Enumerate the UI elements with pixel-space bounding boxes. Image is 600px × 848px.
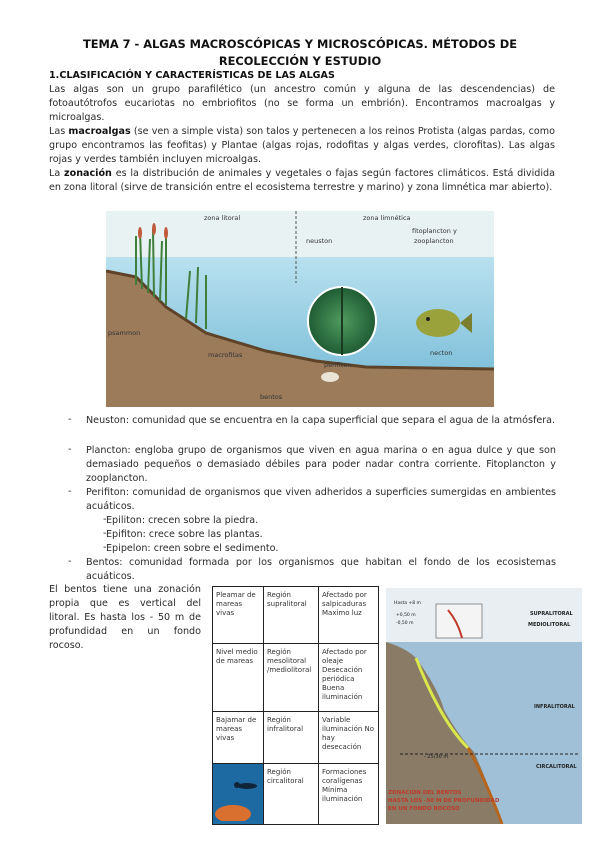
list-item-bentos: Bentos: comunidad formada por los organismos que habitan el fondo de los ecosistemas acuáticos. [86,557,556,582]
paragraph-algas: Las algas son un grupo parafilético (un ancestro común y alguna de las descendencias) de fotoautótrofos eucariotas no embriofitos (no se forma un embrión). Encontramos macroalgas y microalgas. [49,84,555,123]
table-cell: Afectado por salpicaduras Maximo luz [319,587,379,644]
label-zona-litoral: zona litoral [204,214,241,222]
text: Las [49,126,69,137]
label-circalitoral: CIRCALITORAL [536,764,577,770]
caption-line-3: EN UN FONDO ROCOSO [388,806,460,812]
label-zona-limnetica: zona limnética [363,214,411,222]
lake-zonation-figure [106,211,494,407]
sub-bullet-dash: - [103,514,107,525]
label-infralitoral: INFRALITORAL [534,704,575,710]
text: (se ven a simple vista) son talos y pertenecen a los reinos Protista (algas pardas, como grupo encontramos las feofitas) y Plantae (algas rojas, rodofitas y algas verdes, clorofitas). Las algas rojas y verdes también incluyen microalgas. [49,126,555,165]
label-neuston: neuston [306,237,333,245]
bullet-dash: - [68,486,72,497]
list-item-perifiton: Perifiton: comunidad de organismos que viven adheridos a superficies sumergidas en ambientes acuáticos. [86,487,556,512]
table-row [213,587,379,644]
table-cell: Nivel medio de mareas [213,644,264,712]
list-item-neuston: Neuston: comunidad que se encuentra en la capa superficial que separa el agua de la atmósfera. [86,415,556,426]
table-row [213,712,379,764]
label-supralitoral: SUPRALITORAL [530,611,573,617]
label-depth-2: -0,50 m [396,621,414,626]
paragraph-macroalgas [49,125,555,167]
label-hasta: Hasta +8 m [394,601,421,606]
sub-item-epipelon: Epipelon: creen sobre el sedimento. [106,543,279,554]
diver-photo-cell [213,764,264,825]
paragraph-zonacion [49,167,555,195]
label-depth-1: +0,50 m [396,613,416,618]
sub-item-epifiton: Epifiton: crece sobre las plantas. [106,529,263,540]
label-necton: necton [430,349,453,357]
label-perifiton: perifiton [324,361,352,369]
label-macrofitas: macrofitas [208,351,243,359]
label-zooplancton: zooplancton [414,237,454,245]
table-cell: Región mesolitoral /mediolitoral [264,644,319,712]
bullet-dash: - [68,444,72,455]
label-mediolitoral: MEDIOLITORAL [528,622,571,628]
table-cell: Afectado por oleaje Desecación periódica Buena iluminación [319,644,379,712]
text: es la distribución de animales y vegetales o fajas según factores climáticos. Está dividida en zona litoral (sirve de transición entre el ecosistema terrestre y marino) y zona limnética mar abierto). [49,168,555,193]
bentos-zonation-figure [386,588,582,824]
table-cell: Variable iluminación No hay desecación [319,712,379,764]
section-heading: 1.CLASIFICACIÓN Y CARACTERÍSTICAS DE LAS ALGAS [49,70,335,81]
bentos-regions-table [212,586,379,825]
term-macroalgas: macroalgas [68,126,131,137]
bullet-dash: - [68,556,72,567]
table-cell: Región infralitoral [264,712,319,764]
bullet-dash: - [68,414,72,425]
text: La [49,168,65,179]
diver-coral-image [213,764,263,821]
table-row [213,764,379,825]
caption-line-2: HASTA LOS -50 M DE PROFUNDIDAD [388,798,500,804]
label-bentos: bentos [260,393,283,401]
page-title: TEMA 7 - ALGAS MACROSCÓPICAS Y MICROSCÓPICAS. MÉTODOS DE RECOLECCIÓN Y ESTUDIO [82,37,518,68]
table-cell: Bajamar de mareas vivas [213,712,264,764]
table-cell: Formaciones coralígenas Mínima iluminación [319,764,379,825]
label-fitoplancton: fitoplancton y [412,227,457,235]
table-row [213,644,379,712]
label-depth-3: - 25/30 m [424,754,449,760]
sub-bullet-dash: - [103,528,107,539]
table-cell: Pleamar de mareas vivas [213,587,264,644]
list-item-plancton: Plancton: engloba grupo de organismos que viven en agua marina o en agua dulce y que son demasiado pequeños o demasiado débiles para poder nadar contra corriente. Fitoplancton y zooplancton. [86,445,556,484]
table-cell: Región supralitoral [264,587,319,644]
paragraph-bentos-zonacion: El bentos tiene una zonación propia que es vertical del litoral. Es hasta los - 50 m de profundidad en un fondo rocoso. [49,584,201,651]
term-zonacion: zonación [64,168,112,179]
caption-line-1: ZONACION DEL BENTOS [388,790,462,796]
sub-bullet-dash: - [103,542,107,553]
label-psammon: psammon [108,329,141,337]
sub-item-epiliton: Epiliton: crecen sobre la piedra. [106,515,259,526]
table-cell: Región circalitoral [264,764,319,825]
